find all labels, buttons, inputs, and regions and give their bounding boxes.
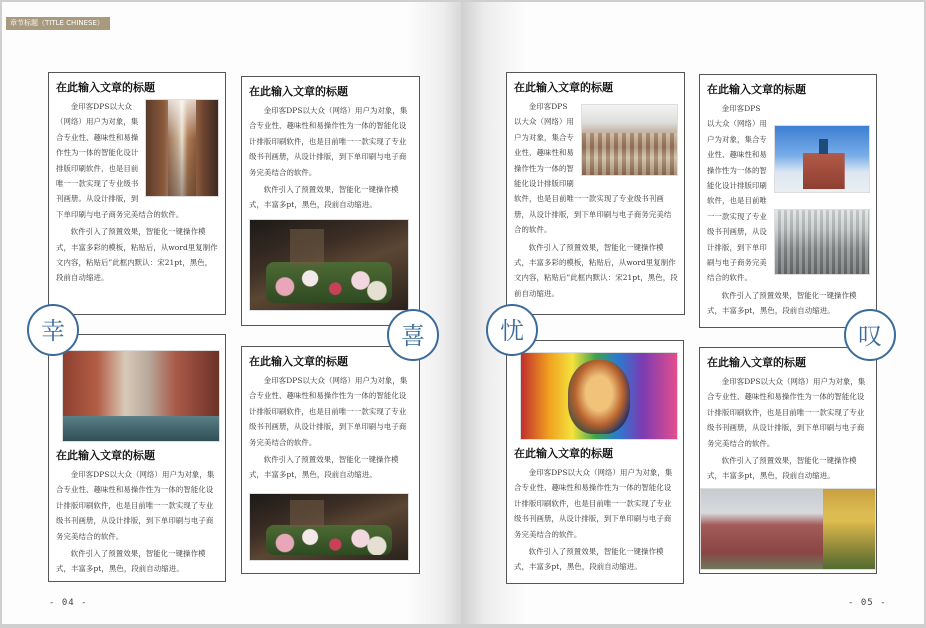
article-body[interactable]: 金印客DPS以大众（网络）用户为对象，集合专业性、趣味性和易操作性为一体的智能化设计排版印刷软件，也是目前唯一一款实现了专业级书刊画册，从设计排版，到下单印刷与电子商务完美结合的软件。 [56, 470, 215, 541]
article-title[interactable]: 在此输入文章的标题 [707, 83, 806, 96]
article-title[interactable]: 在此输入文章的标题 [514, 81, 613, 94]
left-page [2, 2, 461, 624]
article-card[interactable] [506, 340, 684, 584]
article-card[interactable] [48, 72, 226, 315]
photo-stack [774, 125, 870, 275]
circle-badge[interactable]: 喜 [387, 309, 439, 361]
city-photo[interactable] [774, 209, 870, 275]
city-photo[interactable] [581, 104, 678, 176]
article-card[interactable] [699, 347, 877, 574]
canal-photo[interactable] [62, 350, 220, 442]
article-card[interactable] [241, 346, 420, 574]
church-photo[interactable] [700, 488, 876, 570]
article-body[interactable]: 软件引入了预置效果，智能化一键操作模式，丰富多pt，黑色，段前自动缩进。 [56, 549, 206, 574]
right-page [461, 2, 924, 624]
alley-photo[interactable] [145, 99, 219, 197]
article-body[interactable]: 软件引入了预置效果，智能化一键操作模式，丰富多pt，黑色，段前自动缩进。 [707, 456, 857, 481]
article-body[interactable]: 软件引入了预置效果，智能化一键操作模式，丰富多彩的模板，粘贴后，从word里复制作文内容，粘贴后”此框内默认：宋21pt，黑色，段前自动缩进。 [514, 242, 678, 298]
article-body[interactable]: 软件引入了预置效果，智能化一键操作模式，丰富多pt，黑色，段前自动缩进。 [514, 547, 664, 572]
article-title[interactable]: 在此输入文章的标题 [249, 85, 348, 98]
article-body[interactable]: 软件引入了预置效果，智能化一键操作模式，丰富多彩的模板，粘贴后，从word里复制作文内容，粘贴后”此框内默认：宋21pt，黑色，段前自动缩进。 [56, 227, 218, 283]
article-title[interactable]: 在此输入文章的标题 [56, 449, 155, 462]
article-body[interactable]: 金印客DPS以大众（网络）用户为对象，集合专业性、趣味性和易操作性为一体的智能化设计排版印刷软件，也是目前唯一一款实现了专业级书刊画册，从设计排版，到下单印刷与电子商务完美结合的软件。 [707, 377, 866, 448]
circle-badge[interactable]: 叹 [844, 309, 896, 361]
flower-shop-photo[interactable] [249, 493, 409, 561]
flower-shop-photo[interactable] [249, 219, 409, 311]
article-card[interactable] [699, 74, 877, 328]
article-body[interactable]: 金印客DPS以大众（网络）用户为对象，集合专业性、趣味性和易操作性为一体的智能化设计排版印刷软件，也是目前唯一一款实现了专业级书刊画册，从设计排版，到下单印刷与电子商务完美结合的软件。 [514, 468, 673, 539]
article-body[interactable]: 金印客DPS以大众（网络）用户为对象，集合专业性、趣味性和易操作性为一体的智能化设计排版印刷软件，也是目前唯一一款实现了专业级书刊画册，从设计排版，到下单印刷与电子商务完美结合的软件。 [514, 102, 672, 235]
circle-badge[interactable]: 幸 [27, 304, 79, 356]
mural-photo[interactable] [520, 352, 678, 440]
article-body[interactable]: 软件引入了预置效果，智能化一键操作模式，丰富多pt，黑色，段前自动缩进。 [249, 185, 399, 210]
page-number: - 05 - [848, 598, 887, 608]
article-title[interactable]: 在此输入文章的标题 [249, 355, 348, 368]
article-body[interactable]: 软件引入了预置效果，智能化一键操作模式，丰富多pt，黑色，段前自动缩进。 [249, 455, 399, 480]
article-title[interactable]: 在此输入文章的标题 [56, 81, 155, 94]
article-body[interactable]: 金印客DPS以大众（网络）用户为对象，集合专业性、趣味性和易操作性为一体的智能化设计排版印刷软件，也是目前唯一一款实现了专业级书刊画册，从设计排版，到下单印刷与电子商务完美结合的软件。 [249, 106, 408, 177]
article-title[interactable]: 在此输入文章的标题 [707, 356, 806, 369]
article-body[interactable]: 金印客DPS以大众（网络）用户为对象，集合专业性、趣味性和易操作性为一体的智能化设计排版印刷软件，也是目前唯一一款实现了专业级书刊画册。从设计排版，到下单印刷与电子商务完美结合的软件。 [56, 102, 184, 219]
page-number: - 04 - [49, 598, 88, 608]
article-body[interactable]: 金印客DPS以大众（网络）用户为对象，集合专业性、趣味性和易操作性为一体的智能化设计排版印刷软件，也是目前唯一一款实现了专业级书刊画册，从设计排版，到下单印刷与电子商务完美结合的软件。 [249, 376, 408, 447]
article-title[interactable]: 在此输入文章的标题 [514, 447, 613, 460]
circle-badge[interactable]: 忧 [486, 304, 538, 356]
article-card[interactable] [48, 334, 226, 582]
chapter-tag: 章节标题（TITLE CHINESE） [6, 17, 110, 30]
article-body[interactable]: 金印客DPS以大众（网络）用户为对象，集合专业性、趣味性和易操作性为一体的智能化设计排版印刷软件，也是目前唯一一款实现了专业级书刊画册，从设计排版，到下单印刷与电子商务完美结合的软件。 [707, 104, 767, 283]
church-photo[interactable] [774, 125, 870, 193]
article-body[interactable]: 软件引入了预置效果，智能化一键操作模式，丰富多pt，黑色，段前自动缩进。 [707, 290, 857, 316]
article-card[interactable] [241, 76, 420, 326]
article-card[interactable] [506, 72, 685, 315]
